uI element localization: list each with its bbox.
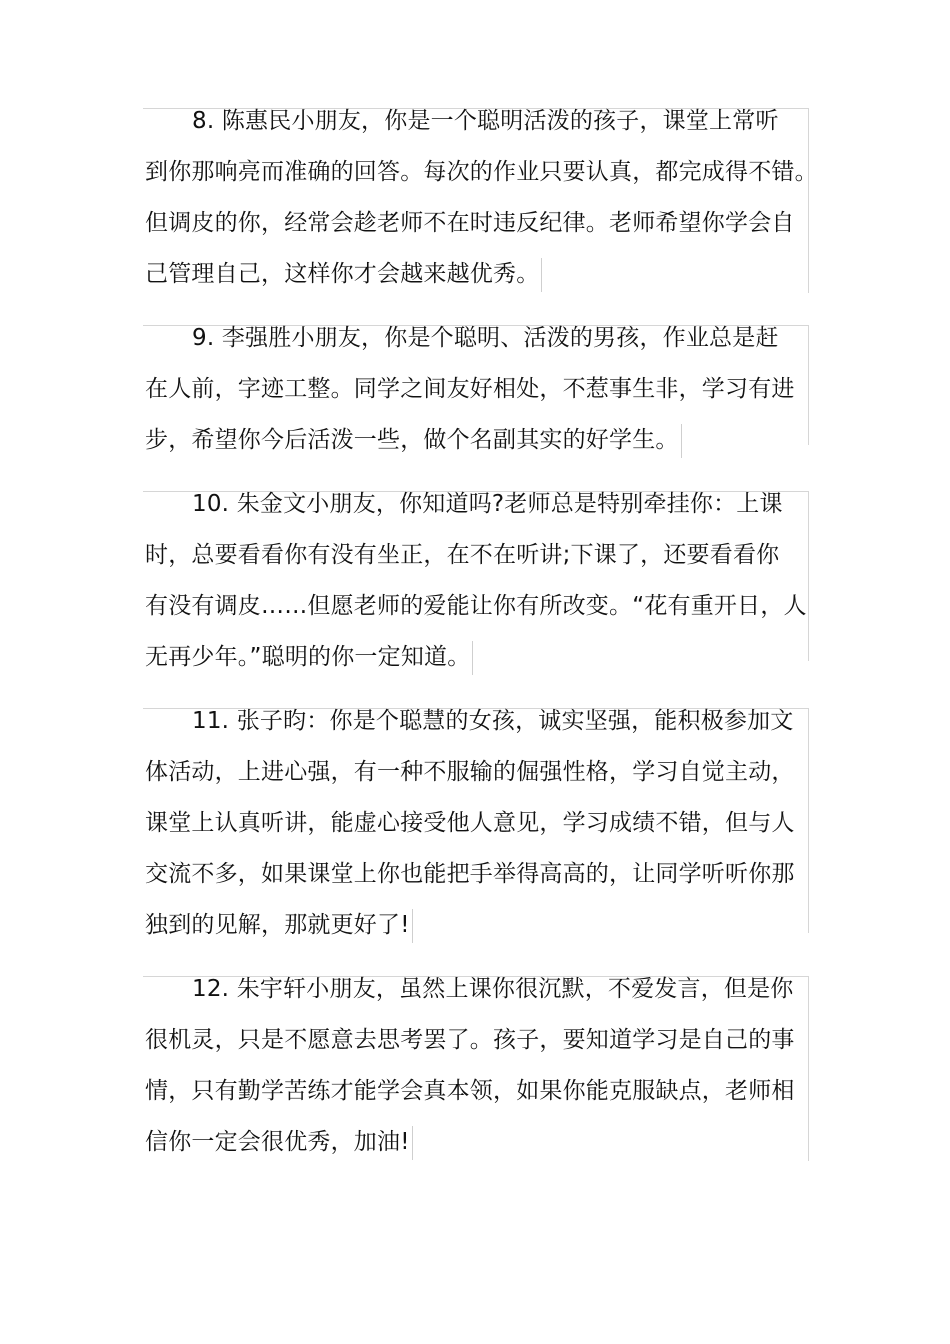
paragraph-line: 独到的见解，那就更好了! xyxy=(145,900,813,951)
comment-paragraph-11 xyxy=(145,696,813,951)
paragraph-line: 11. 张子昀：你是个聪慧的女孩，诚实坚强，能积极参加文 xyxy=(192,708,794,734)
paragraph-line: 很机灵，只是不愿意去思考罢了。孩子，要知道学习是自己的事 xyxy=(145,1027,795,1053)
paragraph-line: 体活动，上进心强，有一种不服输的倔强性格，学习自觉主动， xyxy=(145,759,795,785)
paragraph-line: 步，希望你今后活泼一些，做个名副其实的好学生。 xyxy=(145,415,813,466)
paragraph-line: 9. 李强胜小朋友，你是个聪明、活泼的男孩，作业总是赶 xyxy=(192,325,779,351)
paragraph-line: 无再少年。”聪明的你一定知道。 xyxy=(145,632,813,683)
paragraph-line: 课堂上认真听讲，能虚心接受他人意见，学习成绩不错，但与人 xyxy=(145,810,795,836)
paragraph-line: 情，只有勤学苦练才能学会真本领，如果你能克服缺点，老师相 xyxy=(145,1078,795,1104)
comment-paragraph-12 xyxy=(145,964,813,1168)
paragraph-line: 有没有调皮……但愿老师的爱能让你有所改变。“花有重开日，人 xyxy=(145,593,807,619)
paragraph-line: 己管理自己，这样你才会越来越优秀。 xyxy=(145,249,813,300)
paragraph-line: 12. 朱宇轩小朋友，虽然上课你很沉默，不爱发言，但是你 xyxy=(192,976,794,1002)
paragraph-line: 时，总要看看你有没有坐正，在不在听讲;下课了，还要看看你 xyxy=(145,542,780,568)
paragraph-line: 在人前，字迹工整。同学之间友好相处，不惹事生非，学习有进 xyxy=(145,376,795,402)
paragraph-line: 信你一定会很优秀，加油! xyxy=(145,1117,813,1168)
comment-paragraph-9 xyxy=(145,313,813,466)
paragraph-line: 8. 陈惠民小朋友，你是一个聪明活泼的孩子，课堂上常听 xyxy=(192,108,779,134)
paragraph-line: 但调皮的你，经常会趁老师不在时违反纪律。老师希望你学会自 xyxy=(145,210,795,236)
comment-paragraph-8 xyxy=(145,96,818,300)
paragraph-line: 交流不多，如果课堂上你也能把手举得高高的，让同学听听你那 xyxy=(145,861,795,887)
paragraph-line: 到你那响亮而准确的回答。每次的作业只要认真，都完成得不错。 xyxy=(145,159,818,185)
comment-paragraph-10 xyxy=(145,479,813,683)
paragraph-line: 10. 朱金文小朋友，你知道吗?老师总是特别牵挂你：上课 xyxy=(192,491,783,517)
